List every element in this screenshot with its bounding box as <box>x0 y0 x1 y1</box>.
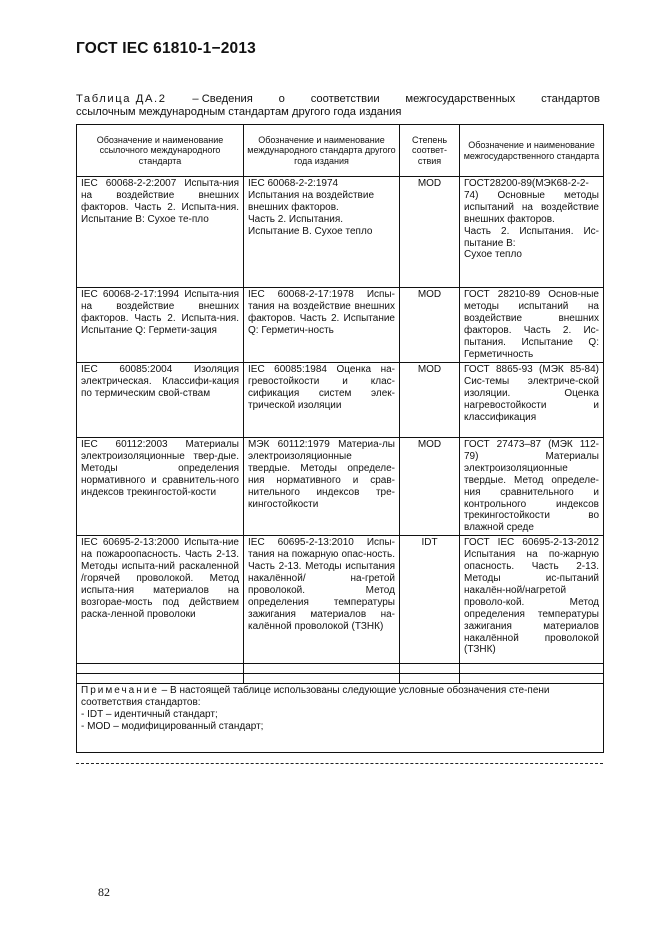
table-caption <box>76 93 600 119</box>
caption-word: – Сведения <box>192 93 253 105</box>
caption-word: стандартов <box>541 93 600 105</box>
note-item: - IDT – идентичный стандарт; <box>81 709 218 721</box>
empty-cell <box>460 664 604 674</box>
cell-interstate: ГОСТ 27473–87 (МЭК 112-79) Материалы электроизоляционные твердые. Метод определе-ния сравнительного и контрольного индексов трекингостойкости во влажной среде <box>460 438 604 536</box>
cell-interstate: ГОСТ 8865-93 (МЭК 85-84) Сис-темы электриче-ской изоляции. Оценка нагревостойкости и классификация <box>460 363 604 438</box>
cell-degree: MOD <box>400 177 460 288</box>
caption-word: межгосударственных <box>405 93 516 105</box>
empty-cell <box>400 674 460 684</box>
cell-international: IEC 60695-2-13:2010 Испы-тания на пожарную опас-ность. Часть 2-13. Методы испытания накалённой/ на-гретой проволокой. Метод определения температуры зажигания материалов на-калённой проволокой (ТЗНК) <box>244 536 400 664</box>
standards-correspondence-table <box>76 124 604 753</box>
empty-row <box>77 664 604 674</box>
page-number: 82 <box>98 885 110 899</box>
cell-reference: IEC 60112:2003 Материалы электроизоляционные твер-дые. Методы определения нормативного и сравнитель-ного индексов трекингостой-кости <box>77 438 244 536</box>
empty-cell <box>77 674 244 684</box>
header-international-standard: Обозначение и наименование международного стандарта другого года издания <box>244 125 400 177</box>
caption-line-2: ссылочным международным стандартам другого года издания <box>76 106 402 118</box>
cell-reference: IEC 60068-2-17:1994 Испыта-ния на воздействие внешних факторов. Часть 2. Испыта-ния. Испытание Q: Гермети-зация <box>77 288 244 363</box>
header-reference-standard: Обозначение и наименование ссылочного международного стандарта <box>77 125 244 177</box>
cell-line: IEC 60068-2-2:1974 <box>248 178 339 189</box>
table-row <box>77 288 604 363</box>
cell-international <box>244 177 400 288</box>
empty-cell <box>400 664 460 674</box>
cell-line: Часть 2. Испытания. <box>248 213 344 225</box>
empty-cell <box>460 674 604 684</box>
table-row <box>77 363 604 438</box>
cell-degree: MOD <box>400 363 460 438</box>
empty-cell <box>77 664 244 674</box>
cell-line: Сухое тепло <box>464 249 522 261</box>
cell-line: Испытание В. Сухое тепло <box>248 225 373 237</box>
note-row <box>77 684 604 753</box>
cell-line: ГОСТ28200-89(МЭК68-2-2-74) Основные методы испытаний на воздействие внешних факторов. <box>464 178 599 225</box>
cell-international: IEC 60068-2-17:1978 Испы-тания на воздействие внешних факторов. Часть 2. Испытание Q: Герметич-ность <box>244 288 400 363</box>
cell-line: Испытания на воздействие внешних факторов. <box>248 189 375 213</box>
cell-reference: IEC 60085:2004 Изоляция электрическая. Классифи-кация по термическим свой-ствам <box>77 363 244 438</box>
cell-degree: MOD <box>400 438 460 536</box>
cell-reference: IEC 60695-2-13:2000 Испыта-ние на пожароопасность. Часть 2-13. Методы испыта-ний раскаленной /горячей проволокой. Метод испыта-ния материалов на возгорае-мость под действием раска-ленной проволоки <box>77 536 244 664</box>
empty-row <box>77 674 604 684</box>
cell-international: IEC 60085:1984 Оценка на-гревостойкости и клас-сификация систем элек-трической изоляции <box>244 363 400 438</box>
header-interstate-standard: Обозначение и наименование межгосударственного стандарта <box>460 125 604 177</box>
cell-interstate: ГОСТ IEC 60695-2-13-2012 Испытания на по-жарную опасность. Часть 2-13. Методы ис-пытаний накалён-ной/нагретой проволо-кой. Метод определения температуры зажигания материалов накалённой проволокой (ТЗНК) <box>460 536 604 664</box>
cell-interstate <box>460 177 604 288</box>
empty-cell <box>244 674 400 684</box>
note-item: - MOD – модифицированный стандарт; <box>81 721 264 733</box>
table-note <box>77 684 604 753</box>
caption-word: о <box>278 93 285 105</box>
empty-cell <box>244 664 400 674</box>
table-row <box>77 438 604 536</box>
cell-degree: MOD <box>400 288 460 363</box>
caption-word-table: Таблица ДА.2 <box>76 93 167 105</box>
header-degree: Степень соответ-ствия <box>400 125 460 177</box>
caption-word: соответствии <box>310 93 380 105</box>
cell-interstate: ГОСТ 28210-89 Основ-ные методы испытаний на воздействие внешних факторов. Часть 2. Ис-пытания. Испытание Q: Герметичность <box>460 288 604 363</box>
table-row <box>77 536 604 664</box>
table-header-row <box>77 125 604 177</box>
cell-international: МЭК 60112:1979 Материа-лы электроизоляционные твердые. Методы определе-ния нормативного и срав-нительного индексов тре-кингостойкости <box>244 438 400 536</box>
note-text <box>81 685 599 709</box>
cell-reference: IEC 60068-2-2:2007 Испыта-ния на воздействие внешних факторов. Часть 2. Испыта-ния. Испытание B: Сухое те-пло <box>77 177 244 288</box>
note-label: Примечание <box>81 685 159 697</box>
cell-degree: IDT <box>400 536 460 664</box>
document-title: ГОСТ IEC 61810-1−2013 <box>76 40 256 57</box>
cell-line: Часть 2. Испытания. Ис-пытание В: <box>464 225 599 249</box>
table-row <box>77 177 604 288</box>
note-body: – В настоящей таблице использованы следующие условные обозначения сте-пени соответствия стандартов: <box>81 685 550 709</box>
cut-off-table-edge <box>76 763 603 764</box>
